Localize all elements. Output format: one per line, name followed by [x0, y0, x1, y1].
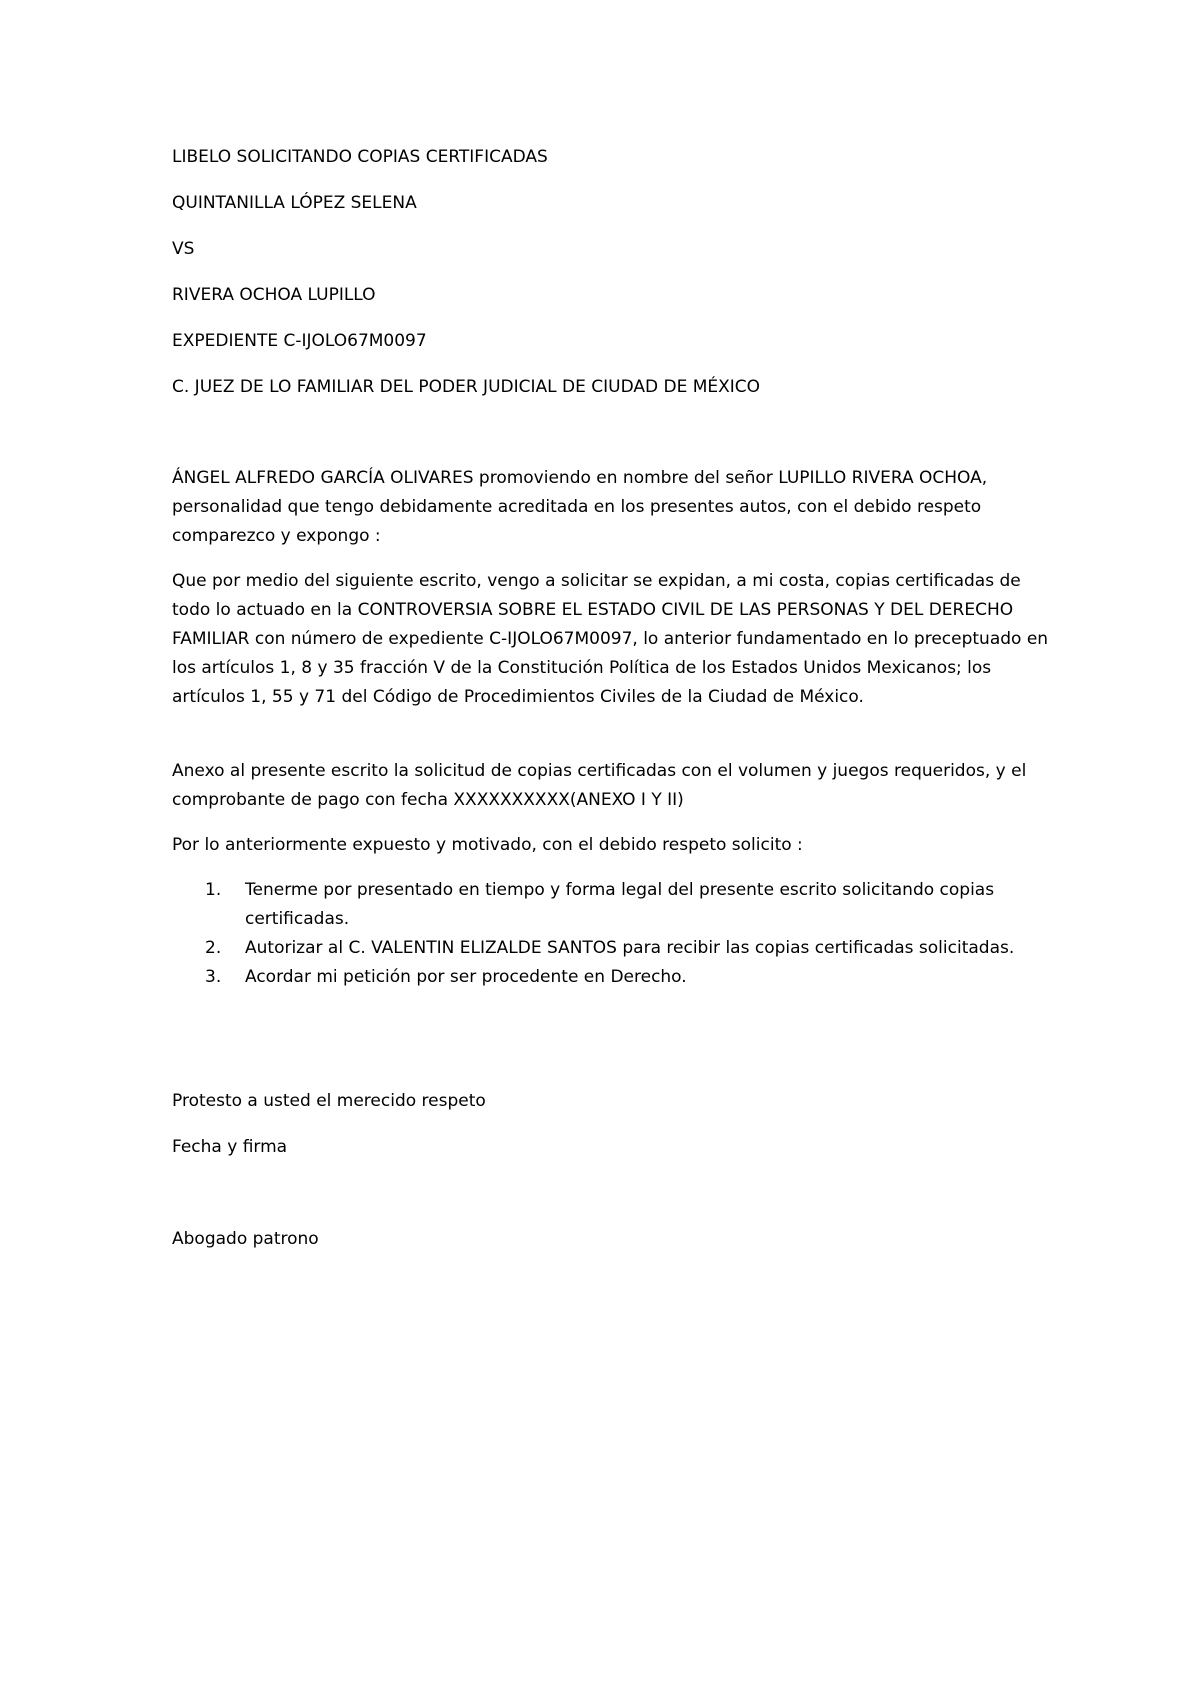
list-item [172, 934, 1052, 963]
petition-list [172, 876, 1052, 992]
defendant-name: RIVERA OCHOA LUPILLO [172, 285, 376, 305]
intro-paragraph: ÁNGEL ALFREDO GARCÍA OLIVARES promoviendo en nombre del señor LUPILLO RIVERA OCHOA, personalidad que tengo debidamente acreditada en los presentes autos, con el debido respeto comparezco y expongo : [172, 468, 988, 546]
list-item-text: Autorizar al C. VALENTIN ELIZALDE SANTOS para recibir las copias certificadas solicitadas. [245, 938, 1015, 958]
date-and-signature: Fecha y firma [172, 1137, 288, 1157]
addressee-line: C. JUEZ DE LO FAMILIAR DEL PODER JUDICIAL DE CIUDAD DE MÉXICO [172, 377, 761, 397]
request-paragraph: Que por medio del siguiente escrito, vengo a solicitar se expidan, a mi costa, copias certificadas de todo lo actuado en la CONTROVERSIA SOBRE EL ESTADO CIVIL DE LAS PERSONAS Y DEL DERECHO FAMILIAR con número de expediente C-IJOLO67M0097, lo anterior fundamentado en lo preceptuado en los artículos 1, 8 y 35 fracción V de la Constitución Política de los Estados Unidos Mexicanos; los artículos 1, 55 y 71 del Código de Procedimientos Civiles de la Ciudad de México. [172, 571, 1049, 707]
list-item [172, 963, 1052, 992]
list-item-text: Tenerme por presentado en tiempo y forma legal del presente escrito solicitando copias certificadas. [245, 880, 995, 929]
list-item-number: 1. [205, 880, 222, 900]
list-item-number: 3. [205, 967, 222, 987]
list-item [172, 876, 1052, 934]
attorney-signature-line: Abogado patrono [172, 1229, 319, 1249]
annex-paragraph: Anexo al presente escrito la solicitud de copias certificadas con el volumen y juegos requeridos, y el comprobante de pago con fecha XXXXXXXXXX(ANEXO I Y II) [172, 761, 1027, 810]
plaintiff-name: QUINTANILLA LÓPEZ SELENA [172, 193, 417, 213]
petition-intro: Por lo anteriormente expuesto y motivado, con el debido respeto solicito : [172, 835, 803, 855]
versus-label: VS [172, 239, 195, 259]
case-file-number: EXPEDIENTE C-IJOLO67M0097 [172, 331, 427, 351]
closing-protest: Protesto a usted el merecido respeto [172, 1091, 486, 1111]
document-title: LIBELO SOLICITANDO COPIAS CERTIFICADAS [172, 147, 548, 167]
list-item-number: 2. [205, 938, 222, 958]
list-item-text: Acordar mi petición por ser procedente en Derecho. [245, 967, 687, 987]
